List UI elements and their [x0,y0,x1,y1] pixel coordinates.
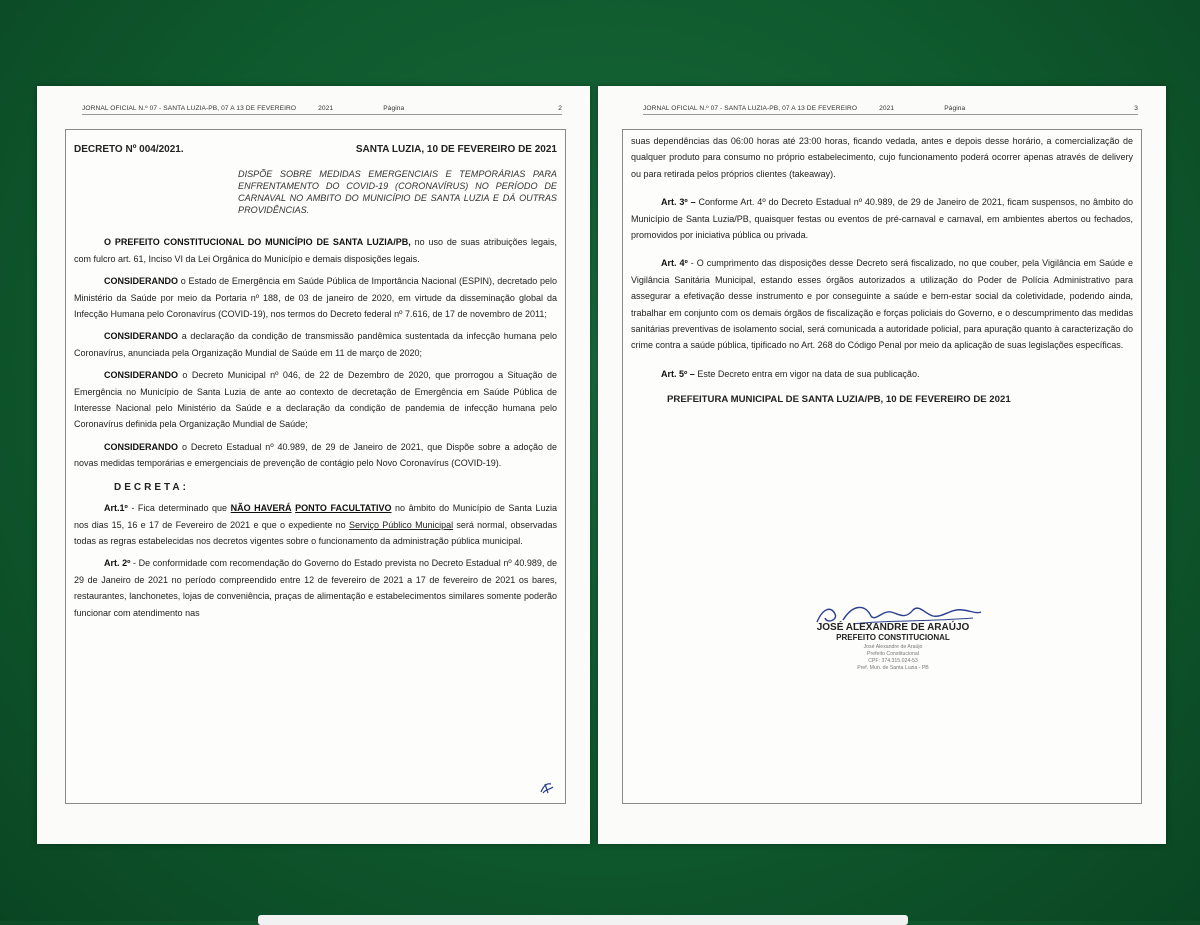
journal-title: JORNAL OFICIAL N.º 07 - SANTA LUZIA-PB, 07 A 13 DE FEVEREIRO [82,105,297,112]
article-label: Art. 4º [661,258,688,269]
decree-summary: DISPÕE SOBRE MEDIDAS EMERGENCIAIS E TEMPORÁRIAS PARA ENFRENTAMENTO DO COVID-19 (CORONAVÍRUS) NO PERÍODO DE CARNAVAL NO AMBITO DO MUNICÍPIO DE SANTA LUZIA E DÁ OUTRAS PROVIDÊNCIAS. [238,169,557,216]
considerando-label: CONSIDERANDO [104,441,179,452]
considerando-paragraph [74,328,557,361]
header-year: 2021 [318,105,334,112]
considerando-paragraph [74,273,557,322]
preamble-text: no uso de suas atribuições legais, com fulcro art. 61, Inciso VI da Lei Orgânica do Município e demais disposições legais. [74,237,557,264]
document-body [74,138,557,627]
header-page-number: 3 [1134,105,1138,112]
decree-number: DECRETO Nº 004/2021. [74,144,184,155]
decreta-heading: DECRETA: [114,481,189,493]
header-page-number: 2 [558,105,562,112]
article-label: Art. 2º [104,558,131,569]
article-text: - Fica determinado que [127,503,231,514]
header-year: 2021 [879,105,895,112]
decree-date: SANTA LUZIA, 10 DE FEVEREIRO DE 2021 [355,144,557,155]
journal-title: JORNAL OFICIAL N.º 07 - SANTA LUZIA-PB, 07 A 13 DE FEVEREIRO [643,105,858,112]
decree-heading [74,142,557,158]
emphasis-ponto-facultativo: PONTO FACULTATIVO [295,503,392,514]
considerando-text: o Estado de Emergência em Saúde Pública de Importância Nacional (ESPIN), decretado pelo Ministério da Saúde por meio da Portaria nº 188, de 03 de janeiro de 2020, em virtude da disseminação global da Infecção Humana pelo Coronavírus (COVID-19), nos termos do Decreto federal nº 7.616, de 17 de novembro de 2011; [74,276,557,320]
document-page-left [37,86,590,844]
considerando-label: CONSIDERANDO [104,370,179,381]
preamble-authority: O PREFEITO CONSTITUCIONAL DO MUNICÍPIO DE SANTA LUZIA/PB, [104,237,411,248]
stamp-line: José Alexandre de Araújo [863,644,923,650]
article-label: Art. 5º – [661,368,695,379]
emphasis-nao-havera: NÃO HAVERÁ [230,503,292,514]
article-2 [74,555,557,621]
signatory-role: PREFEITO CONSTITUCIONAL [836,633,950,642]
running-header [82,105,562,115]
signatory-name: JOSÉ ALEXANDRE DE ARAÚJO [816,622,970,633]
document-page-right [598,86,1166,844]
article-3 [631,194,1133,243]
preamble [74,234,557,267]
article-text: no âmbito do Município de Santa Luzia nos dias 15, 16 e 17 de Fevereiro de 2021 e que o expediente no [74,503,557,530]
header-page-label: Página [944,105,966,112]
considerando-label: CONSIDERANDO [104,276,179,287]
article-label: Art.1º [104,503,128,514]
emphasis-servico-publico: Serviço Público Municipal [348,519,454,530]
article-1 [74,500,557,549]
article-text: - De conformidade com recomendação do Governo do Estado prevista no Decreto Estadual nº 40.989, de 29 de Janeiro de 2021 no período compreendido entre 12 de fevereiro de 2021 a 17 de fevereiro de 2021 os bares, restaurantes, lanchonetes, lojas de conveniência, praças de alimentação e estabelecimentos similares somente poderão funcionar com atendimento nas [74,558,557,618]
article-text: será normal, observadas todas as regras estabelecidas nos decretos vigentes sobre o funcionamento da administração pública municipal. [74,519,557,546]
article-5 [631,366,1133,382]
running-header [643,105,1138,115]
text-frame [622,129,1142,804]
stamp-line: CPF: 374.315.024-53 [868,658,918,664]
stamp-line: Prefeito Constitucional [867,651,919,657]
article-text: Este Decreto entra em vigor na data de sua publicação. [694,368,920,379]
considerando-text: a declaração da condição de transmissão pandêmica sustentada da infecção humana pelo Coronavírus, anunciada pela Organização Mundial de Saúde em 11 de março de 2020; [74,331,557,358]
considerando-text: o Decreto Municipal nº 046, de 22 de Dezembro de 2020, que prorrogou a Situação de Emergência no Município de Santa Luzia de ante ao contexto de decretação de Emergência em Saúde Pública de Interesse Nacional pelo Ministério da Saúde e a declaração da condição de pandemia de infecção humana pelo Coronavírus definida pela Organização Mundial de Saúde; [74,370,557,430]
article-2-continuation: suas dependências das 06:00 horas até 23:00 horas, ficando vedada, antes e depois desse horário, a comercialização de qualquer produto para consumo no próprio estabelecimento, cujo funcionamento poderá ocorrer apenas através de delivery ou para retirada pelos próprios clientes (takeaway). [631,136,1133,179]
considerando-paragraph [74,439,557,472]
article-4 [631,255,1133,353]
signature-block [793,612,993,672]
considerando-paragraph [74,367,557,433]
considerando-label: CONSIDERANDO [104,331,179,342]
considerando-text: o Decreto Estadual nº 40.989, de 29 de Janeiro de 2021, que Dispõe sobre a adoção de novas medidas temporárias e emergenciais de prevenção de contágio pelo Novo Coronavírus (COVID-19). [74,441,557,469]
article-text: - O cumprimento das disposições desse Decreto será fiscalizado, no que couber, pela Vigilância em Saúde e Vigilância Sanitária Municipal, estando esses órgãos autorizados a utilização do Poder de Polícia Administrativo para assegurar a efetivação desse instrumento e por conseguinte a saúde e bem-estar social da coletividade, podendo ainda, trabalhar em conjunto com os demais órgãos de fiscalização e forças policiais do Governo, e o descumprimento das medidas sanitárias preventivas de isolamento social, será comunicada a autoridade policial, para apuração quanto à caracterização do crime contra a saúde pública, tipificado no Art. 268 do Código Penal por meio da aplicação de suas legislações específicas. [631,258,1134,351]
article-text: Conforme Art. 4º do Decreto Estadual nº 40.989, de 29 de Janeiro de 2021, ficam suspensos, no âmbito do Município de Santa Luzia/PB, quaisquer festas ou eventos de pré-carnaval e carnaval, em ambientes abertos ou fechados, promovidos por iniciativa pública ou privada. [631,197,1133,241]
document-body [631,133,1133,409]
bottom-bar [258,915,908,925]
official-stamp [793,644,993,672]
initials-mark-icon [539,781,555,795]
article-label: Art. 3º – [661,197,696,208]
stamp-line: Pref. Mun. de Santa Luzia - PB [857,665,929,671]
text-frame [65,129,566,804]
header-page-label: Página [383,105,405,112]
closing-line: PREFEITURA MUNICIPAL DE SANTA LUZIA/PB, 10 DE FEVEREIRO DE 2021 [667,394,1011,406]
